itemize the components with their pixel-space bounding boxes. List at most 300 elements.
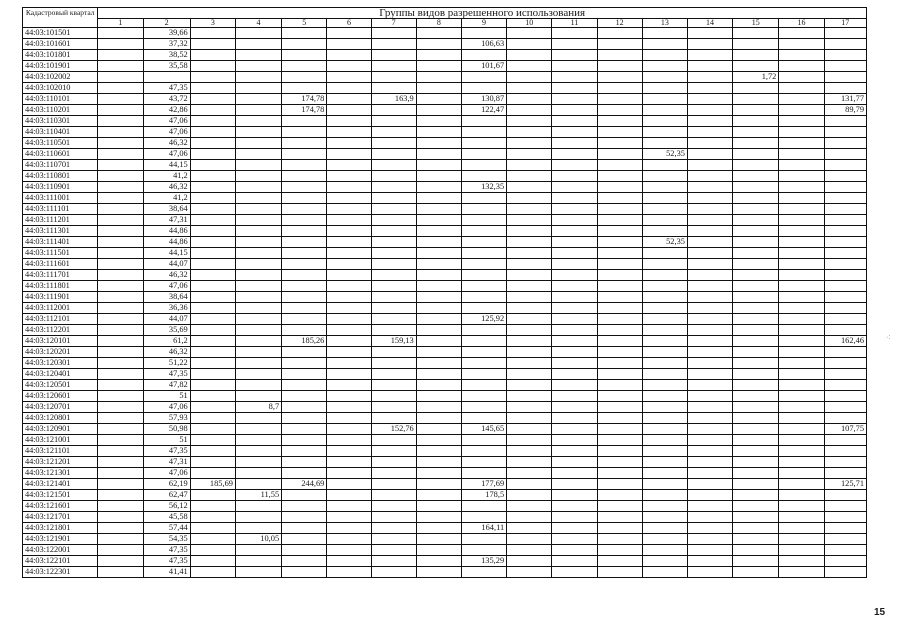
group-15-value-cell (733, 556, 779, 567)
group-8-value-cell (416, 402, 461, 413)
group-12-value-cell (597, 380, 642, 391)
group-1-value-cell (98, 105, 143, 116)
group-1-value-cell (98, 523, 143, 534)
group-2-value-cell: 50,98 (143, 424, 190, 435)
group-10-value-cell (507, 512, 552, 523)
group-17-value-cell: 125,71 (824, 479, 866, 490)
group-4-value-cell (235, 94, 281, 105)
group-14-value-cell (687, 534, 732, 545)
group-7-value-cell (371, 347, 416, 358)
group-15-value-cell (733, 347, 779, 358)
group-10-value-cell (507, 435, 552, 446)
group-3-value-cell (190, 501, 235, 512)
group-4-value-cell (235, 457, 281, 468)
group-6-value-cell (327, 248, 371, 259)
group-11-value-cell (552, 281, 597, 292)
group-15-value-cell (733, 50, 779, 61)
group-17-value-cell (824, 325, 866, 336)
group-2-value-cell: 44,15 (143, 248, 190, 259)
group-12-value-cell (597, 259, 642, 270)
group-1-value-cell (98, 534, 143, 545)
group-9-value-cell: 101,67 (461, 61, 506, 72)
group-7-value-cell (371, 72, 416, 83)
group-6-value-cell (327, 193, 371, 204)
group-16-value-cell (779, 138, 824, 149)
table-row (23, 237, 867, 248)
group-6-value-cell (327, 512, 371, 523)
group-2-value-cell: 47,06 (143, 149, 190, 160)
group-13-value-cell (642, 259, 687, 270)
group-9-value-cell (461, 501, 506, 512)
cadastral-quarter-cell: 44:03:111401 (23, 237, 98, 248)
group-5-value-cell (282, 501, 327, 512)
group-number-15: 15 (733, 19, 779, 28)
group-14-value-cell (687, 39, 732, 50)
group-12-value-cell (597, 281, 642, 292)
group-5-value-cell (282, 281, 327, 292)
cadastral-quarter-cell: 44:03:120801 (23, 413, 98, 424)
group-16-value-cell (779, 28, 824, 39)
group-14-value-cell (687, 226, 732, 237)
group-6-value-cell (327, 413, 371, 424)
cadastral-quarter-cell: 44:03:111801 (23, 281, 98, 292)
group-3-value-cell (190, 567, 235, 578)
group-1-value-cell (98, 226, 143, 237)
group-10-value-cell (507, 281, 552, 292)
group-16-value-cell (779, 61, 824, 72)
group-14-value-cell (687, 380, 732, 391)
group-4-value-cell (235, 138, 281, 149)
group-2-value-cell: 39,66 (143, 28, 190, 39)
group-16-value-cell (779, 292, 824, 303)
group-11-value-cell (552, 501, 597, 512)
group-5-value-cell (282, 39, 327, 50)
group-7-value-cell (371, 358, 416, 369)
group-7-value-cell (371, 413, 416, 424)
group-13-value-cell (642, 479, 687, 490)
group-11-value-cell (552, 182, 597, 193)
group-10-value-cell (507, 567, 552, 578)
group-6-value-cell (327, 314, 371, 325)
group-8-value-cell (416, 479, 461, 490)
group-16-value-cell (779, 391, 824, 402)
group-5-value-cell (282, 468, 327, 479)
group-17-value-cell (824, 435, 866, 446)
group-6-value-cell (327, 105, 371, 116)
group-6-value-cell (327, 149, 371, 160)
group-1-value-cell (98, 28, 143, 39)
group-15-value-cell (733, 358, 779, 369)
group-16-value-cell (779, 523, 824, 534)
group-4-value-cell (235, 116, 281, 127)
group-17-value-cell: 107,75 (824, 424, 866, 435)
group-11-value-cell (552, 424, 597, 435)
group-13-value-cell (642, 380, 687, 391)
group-13-value-cell (642, 303, 687, 314)
group-12-value-cell (597, 160, 642, 171)
group-8-value-cell (416, 380, 461, 391)
group-11-value-cell (552, 534, 597, 545)
group-3-value-cell (190, 226, 235, 237)
group-12-value-cell (597, 347, 642, 358)
group-13-value-cell (642, 138, 687, 149)
group-4-value-cell (235, 61, 281, 72)
group-13-value-cell (642, 248, 687, 259)
group-9-value-cell: 125,92 (461, 314, 506, 325)
group-3-value-cell (190, 303, 235, 314)
group-8-value-cell (416, 28, 461, 39)
group-7-value-cell (371, 446, 416, 457)
group-number-4: 4 (235, 19, 281, 28)
group-13-value-cell (642, 314, 687, 325)
cadastral-quarter-cell: 44:03:111701 (23, 270, 98, 281)
group-6-value-cell (327, 534, 371, 545)
table-row (23, 83, 867, 94)
group-9-value-cell (461, 292, 506, 303)
group-3-value-cell (190, 424, 235, 435)
group-16-value-cell (779, 182, 824, 193)
group-5-value-cell (282, 545, 327, 556)
group-number-17: 17 (824, 19, 866, 28)
group-6-value-cell (327, 424, 371, 435)
group-2-value-cell: 62,47 (143, 490, 190, 501)
group-8-value-cell (416, 534, 461, 545)
group-17-value-cell (824, 50, 866, 61)
group-10-value-cell (507, 72, 552, 83)
group-7-value-cell (371, 138, 416, 149)
group-11-value-cell (552, 358, 597, 369)
group-11-value-cell (552, 556, 597, 567)
group-9-value-cell (461, 149, 506, 160)
group-1-value-cell (98, 116, 143, 127)
group-5-value-cell (282, 160, 327, 171)
group-2-value-cell: 44,07 (143, 314, 190, 325)
cadastral-quarter-cell: 44:03:120701 (23, 402, 98, 413)
group-8-value-cell (416, 490, 461, 501)
group-2-value-cell: 38,52 (143, 50, 190, 61)
group-14-value-cell (687, 314, 732, 325)
cadastral-quarter-cell: 44:03:121101 (23, 446, 98, 457)
table-row (23, 39, 867, 50)
group-13-value-cell (642, 556, 687, 567)
group-9-value-cell (461, 468, 506, 479)
table-row (23, 127, 867, 138)
group-4-value-cell (235, 303, 281, 314)
group-11-value-cell (552, 402, 597, 413)
group-9-value-cell (461, 567, 506, 578)
group-17-value-cell (824, 402, 866, 413)
group-3-value-cell (190, 534, 235, 545)
group-8-value-cell (416, 556, 461, 567)
group-8-value-cell (416, 523, 461, 534)
cadastral-quarter-cell: 44:03:121301 (23, 468, 98, 479)
group-11-value-cell (552, 413, 597, 424)
group-17-value-cell (824, 138, 866, 149)
group-5-value-cell (282, 534, 327, 545)
group-10-value-cell (507, 116, 552, 127)
group-17-value-cell (824, 182, 866, 193)
group-7-value-cell (371, 490, 416, 501)
cadastral-quarter-cell: 44:03:111501 (23, 248, 98, 259)
group-4-value-cell (235, 237, 281, 248)
group-11-value-cell (552, 380, 597, 391)
group-11-value-cell (552, 127, 597, 138)
group-4-value-cell (235, 545, 281, 556)
group-1-value-cell (98, 468, 143, 479)
group-14-value-cell (687, 556, 732, 567)
group-7-value-cell (371, 215, 416, 226)
group-15-value-cell (733, 435, 779, 446)
group-5-value-cell: 174,78 (282, 105, 327, 116)
group-2-value-cell: 44,86 (143, 226, 190, 237)
group-8-value-cell (416, 336, 461, 347)
group-4-value-cell (235, 171, 281, 182)
group-13-value-cell (642, 50, 687, 61)
group-13-value-cell (642, 523, 687, 534)
group-15-value-cell (733, 512, 779, 523)
group-13-value-cell (642, 501, 687, 512)
group-14-value-cell (687, 105, 732, 116)
group-14-value-cell (687, 303, 732, 314)
group-3-value-cell (190, 512, 235, 523)
group-17-value-cell (824, 160, 866, 171)
group-1-value-cell (98, 204, 143, 215)
group-14-value-cell (687, 391, 732, 402)
group-17-value-cell (824, 446, 866, 457)
group-11-value-cell (552, 50, 597, 61)
group-14-value-cell (687, 149, 732, 160)
group-13-value-cell (642, 292, 687, 303)
group-14-value-cell (687, 138, 732, 149)
group-7-value-cell (371, 270, 416, 281)
cadastral-quarter-cell: 44:03:121001 (23, 435, 98, 446)
group-2-value-cell: 51 (143, 391, 190, 402)
group-number-12: 12 (597, 19, 642, 28)
group-16-value-cell (779, 369, 824, 380)
group-1-value-cell (98, 380, 143, 391)
group-13-value-cell (642, 39, 687, 50)
table-row (23, 314, 867, 325)
group-15-value-cell (733, 402, 779, 413)
group-2-value-cell: 41,2 (143, 171, 190, 182)
group-number-9: 9 (461, 19, 506, 28)
group-4-value-cell (235, 193, 281, 204)
group-14-value-cell (687, 501, 732, 512)
group-15-value-cell (733, 534, 779, 545)
group-6-value-cell (327, 523, 371, 534)
group-16-value-cell (779, 281, 824, 292)
group-4-value-cell (235, 391, 281, 402)
group-16-value-cell (779, 501, 824, 512)
group-5-value-cell (282, 215, 327, 226)
group-16-value-cell (779, 248, 824, 259)
group-1-value-cell (98, 424, 143, 435)
group-7-value-cell (371, 28, 416, 39)
group-5-value-cell (282, 204, 327, 215)
group-7-value-cell (371, 281, 416, 292)
group-3-value-cell (190, 116, 235, 127)
group-14-value-cell (687, 83, 732, 94)
group-14-value-cell (687, 204, 732, 215)
group-11-value-cell (552, 105, 597, 116)
group-16-value-cell (779, 402, 824, 413)
group-1-value-cell (98, 545, 143, 556)
group-12-value-cell (597, 226, 642, 237)
group-7-value-cell (371, 380, 416, 391)
group-3-value-cell (190, 347, 235, 358)
group-5-value-cell: 185,26 (282, 336, 327, 347)
group-6-value-cell (327, 182, 371, 193)
group-10-value-cell (507, 39, 552, 50)
group-17-value-cell (824, 545, 866, 556)
table-row (23, 347, 867, 358)
group-6-value-cell (327, 171, 371, 182)
group-11-value-cell (552, 468, 597, 479)
group-1-value-cell (98, 413, 143, 424)
group-14-value-cell (687, 61, 732, 72)
group-3-value-cell (190, 435, 235, 446)
group-3-value-cell (190, 402, 235, 413)
group-6-value-cell (327, 457, 371, 468)
group-9-value-cell (461, 160, 506, 171)
group-1-value-cell (98, 237, 143, 248)
group-4-value-cell (235, 325, 281, 336)
group-9-value-cell: 177,69 (461, 479, 506, 490)
group-12-value-cell (597, 534, 642, 545)
group-4-value-cell: 10,05 (235, 534, 281, 545)
group-8-value-cell (416, 237, 461, 248)
group-9-value-cell (461, 380, 506, 391)
table-header (23, 8, 867, 28)
cadastral-quarter-cell: 44:03:120301 (23, 358, 98, 369)
table-row (23, 94, 867, 105)
group-2-value-cell: 35,69 (143, 325, 190, 336)
group-16-value-cell (779, 127, 824, 138)
group-4-value-cell (235, 83, 281, 94)
table-row (23, 50, 867, 61)
group-16-value-cell (779, 94, 824, 105)
group-3-value-cell (190, 270, 235, 281)
group-4-value-cell (235, 50, 281, 61)
cadastral-quarter-cell: 44:03:121401 (23, 479, 98, 490)
group-6-value-cell (327, 160, 371, 171)
group-13-value-cell (642, 413, 687, 424)
group-1-value-cell (98, 50, 143, 61)
group-number-6: 6 (327, 19, 371, 28)
group-number-5: 5 (282, 19, 327, 28)
group-9-value-cell (461, 138, 506, 149)
group-7-value-cell: 159,13 (371, 336, 416, 347)
group-12-value-cell (597, 479, 642, 490)
group-8-value-cell (416, 226, 461, 237)
group-2-value-cell: 46,32 (143, 347, 190, 358)
cadastral-quarter-cell: 44:03:122001 (23, 545, 98, 556)
group-5-value-cell (282, 237, 327, 248)
group-16-value-cell (779, 512, 824, 523)
group-15-value-cell (733, 105, 779, 116)
table-row (23, 446, 867, 457)
group-16-value-cell (779, 72, 824, 83)
cadastral-quarter-cell: 44:03:112001 (23, 303, 98, 314)
group-8-value-cell (416, 39, 461, 50)
group-1-value-cell (98, 127, 143, 138)
group-11-value-cell (552, 545, 597, 556)
group-17-value-cell (824, 259, 866, 270)
cadastral-quarter-cell: 44:03:120201 (23, 347, 98, 358)
group-16-value-cell (779, 358, 824, 369)
group-17-value-cell (824, 204, 866, 215)
group-5-value-cell (282, 226, 327, 237)
group-12-value-cell (597, 424, 642, 435)
group-17-value-cell (824, 149, 866, 160)
group-2-value-cell (143, 72, 190, 83)
group-4-value-cell (235, 358, 281, 369)
group-16-value-cell (779, 446, 824, 457)
group-6-value-cell (327, 545, 371, 556)
group-8-value-cell (416, 545, 461, 556)
group-5-value-cell (282, 446, 327, 457)
group-4-value-cell (235, 226, 281, 237)
group-17-value-cell (824, 39, 866, 50)
table-row (23, 149, 867, 160)
group-16-value-cell (779, 380, 824, 391)
group-8-value-cell (416, 171, 461, 182)
group-13-value-cell: 52,35 (642, 149, 687, 160)
cadastral-quarter-cell: 44:03:111101 (23, 204, 98, 215)
group-12-value-cell (597, 303, 642, 314)
group-4-value-cell (235, 336, 281, 347)
group-6-value-cell (327, 116, 371, 127)
group-8-value-cell (416, 204, 461, 215)
group-4-value-cell (235, 501, 281, 512)
group-8-value-cell (416, 567, 461, 578)
group-14-value-cell (687, 347, 732, 358)
group-10-value-cell (507, 523, 552, 534)
group-2-value-cell: 37,32 (143, 39, 190, 50)
group-14-value-cell (687, 116, 732, 127)
group-16-value-cell (779, 105, 824, 116)
group-16-value-cell (779, 490, 824, 501)
group-10-value-cell (507, 215, 552, 226)
group-2-value-cell: 57,93 (143, 413, 190, 424)
table-row (23, 248, 867, 259)
group-8-value-cell (416, 193, 461, 204)
group-8-value-cell (416, 61, 461, 72)
group-4-value-cell (235, 380, 281, 391)
group-15-value-cell (733, 281, 779, 292)
group-2-value-cell: 41,2 (143, 193, 190, 204)
table-row (23, 281, 867, 292)
group-12-value-cell (597, 50, 642, 61)
group-5-value-cell: 174,78 (282, 94, 327, 105)
group-13-value-cell (642, 270, 687, 281)
group-6-value-cell (327, 204, 371, 215)
group-12-value-cell (597, 435, 642, 446)
group-12-value-cell (597, 127, 642, 138)
group-8-value-cell (416, 457, 461, 468)
group-4-value-cell (235, 413, 281, 424)
group-9-value-cell (461, 270, 506, 281)
group-16-value-cell (779, 534, 824, 545)
group-1-value-cell (98, 94, 143, 105)
group-3-value-cell (190, 28, 235, 39)
group-14-value-cell (687, 479, 732, 490)
group-17-value-cell (824, 468, 866, 479)
group-14-value-cell (687, 193, 732, 204)
group-11-value-cell (552, 83, 597, 94)
group-11-value-cell (552, 39, 597, 50)
group-11-value-cell (552, 314, 597, 325)
